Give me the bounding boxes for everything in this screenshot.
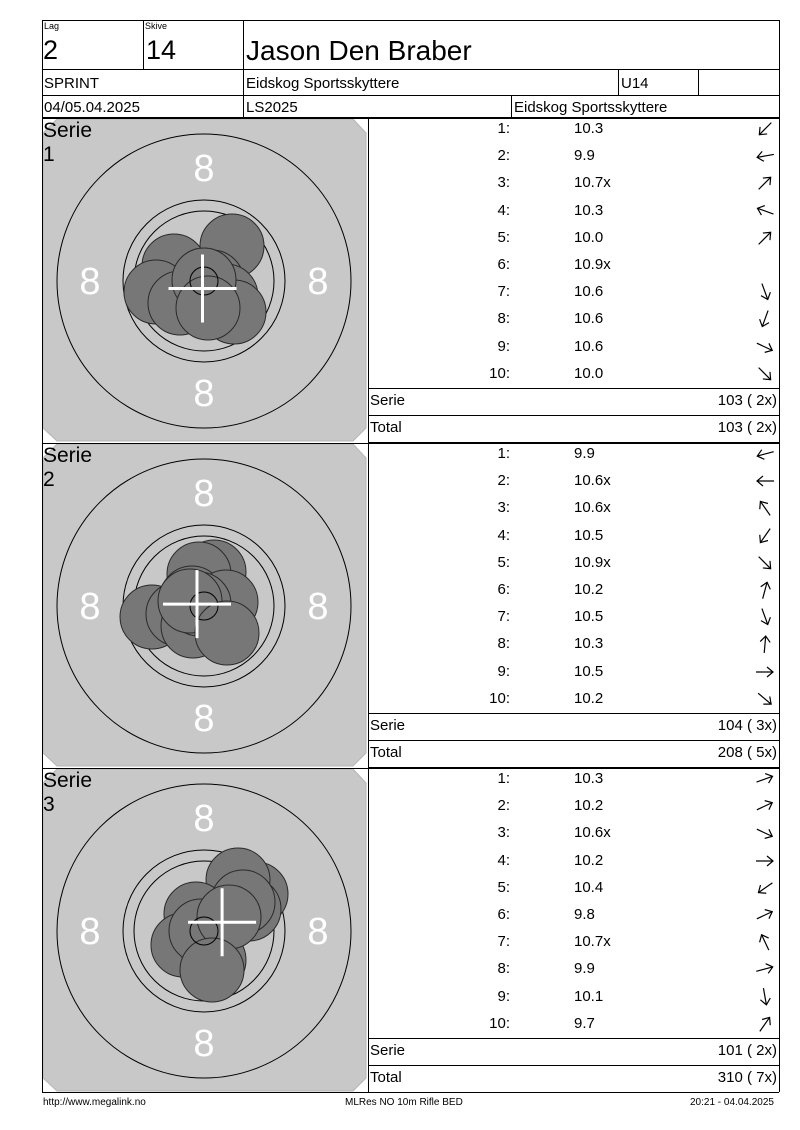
shot-number: 8:: [497, 960, 510, 978]
shot-score: 10.2: [574, 797, 604, 815]
serie-title: Serie 2: [43, 444, 93, 491]
serie-col-divider: [368, 443, 369, 768]
shot-number: 9:: [497, 662, 510, 680]
footer-software: MLRes NO 10m Rifle BED: [345, 1097, 463, 1108]
direction-arrow-icon: [754, 145, 776, 167]
shot-number: 10:: [489, 1014, 510, 1032]
total-label: Total: [370, 419, 402, 436]
shot-number: 3:: [497, 499, 510, 517]
shot-score: 10.6: [574, 283, 604, 301]
serie-col-divider: [368, 118, 369, 443]
shot-number: 4:: [497, 851, 510, 869]
direction-arrow-glyph: [756, 1014, 774, 1034]
club-name-secondary: Eidskog Sportsskyttere: [514, 99, 668, 116]
direction-arrow-glyph: [758, 581, 772, 600]
direction-arrow-icon: [754, 768, 776, 790]
shot-score: 10.1: [574, 987, 604, 1005]
direction-arrow-icon: [754, 443, 776, 465]
shot-score: 10.3: [574, 120, 604, 137]
summary-divider: [368, 1038, 779, 1039]
direction-arrow-glyph: [756, 447, 775, 461]
summary-divider: [368, 740, 779, 741]
header-row-divider: [42, 69, 779, 70]
shot-number: 9:: [497, 987, 510, 1005]
direction-arrow-glyph: [756, 879, 776, 897]
shot-score: 10.3: [574, 770, 604, 787]
direction-arrow-glyph: [759, 987, 772, 1005]
arrow-shaft: [760, 502, 770, 516]
target-ring-number: 8: [307, 911, 329, 953]
direction-arrow-glyph: [755, 798, 775, 814]
shot-number: 10:: [489, 364, 510, 382]
program-code: LS2025: [246, 99, 298, 116]
shot-number: 1:: [497, 120, 510, 137]
direction-arrow-icon: [754, 552, 776, 574]
shot-number: 5:: [497, 228, 510, 246]
direction-arrow-icon: [754, 363, 776, 385]
shot-score: 10.0: [574, 364, 604, 382]
direction-arrow-icon: [754, 200, 776, 222]
arrow-shaft: [758, 693, 771, 704]
direction-arrow-icon: [754, 986, 776, 1008]
direction-arrow-glyph: [756, 856, 773, 866]
direction-arrow-icon: [754, 227, 776, 249]
summary-divider: [368, 415, 779, 416]
club-name: Eidskog Sportsskyttere: [246, 75, 400, 92]
shot-score: 9.9: [574, 445, 595, 462]
direction-arrow-glyph: [759, 636, 770, 654]
serie-sum-value: 104 ( 3x): [717, 717, 777, 734]
shot-number: 4:: [497, 526, 510, 544]
summary-divider: [368, 713, 779, 714]
total-label: Total: [370, 744, 402, 761]
shot-number: 6:: [497, 581, 510, 598]
direction-arrow-glyph: [756, 150, 774, 163]
skive-value: 14: [146, 35, 177, 65]
direction-arrow-glyph: [756, 119, 775, 138]
direction-arrow-icon: [754, 470, 776, 492]
direction-arrow-glyph: [755, 825, 775, 841]
direction-arrow-icon: [754, 281, 776, 303]
direction-arrow-glyph: [755, 229, 774, 248]
shot-score: 10.6x: [574, 472, 611, 490]
shot-score: 10.6: [574, 337, 604, 355]
direction-arrow-icon: [754, 688, 776, 710]
shot-number: 7:: [497, 608, 510, 626]
shot-number: 3:: [497, 824, 510, 842]
class-name: U14: [621, 75, 649, 92]
footer-top-border: [42, 1092, 779, 1093]
arrow-shaft: [758, 883, 772, 893]
target-ring-number: 8: [193, 373, 215, 415]
arrow-shaft: [759, 232, 771, 244]
target-ring-number: 8: [193, 1023, 215, 1065]
direction-arrow-icon: [754, 958, 776, 980]
shot-score: 10.7x: [574, 933, 611, 951]
direction-arrow-icon: [754, 822, 776, 844]
shot-score: 10.5: [574, 608, 604, 626]
shot-number: 5:: [497, 878, 510, 896]
shot-score: 10.6x: [574, 824, 611, 842]
shot-number: 3:: [497, 174, 510, 192]
lag-label: Lag: [44, 21, 60, 31]
total-value: 310 ( 7x): [717, 1069, 777, 1086]
shot-number: 1:: [497, 445, 510, 462]
header-col-divider: [698, 69, 699, 95]
direction-arrow-glyph: [757, 282, 772, 301]
shot-number: 8:: [497, 635, 510, 653]
shot-hole: [180, 938, 244, 1002]
lag-value: 2: [43, 35, 59, 65]
shot-number: 2:: [497, 472, 510, 490]
shot-number: 5:: [497, 553, 510, 571]
arrow-shaft: [759, 556, 771, 568]
serie-col-divider: [368, 768, 369, 1093]
serie-sum-value: 103 ( 2x): [717, 392, 777, 409]
page-right-border: [779, 20, 780, 1092]
direction-arrow-icon: [754, 497, 776, 519]
serie-sum-label: Serie: [370, 717, 406, 734]
direction-arrow-icon: [754, 308, 776, 330]
arrow-shaft: [759, 123, 771, 135]
shot-score: 10.0: [574, 228, 604, 246]
shot-number: 2:: [497, 797, 510, 815]
target-ring-number: 8: [79, 911, 101, 953]
direction-arrow-icon: [754, 336, 776, 358]
direction-arrow-glyph: [757, 933, 773, 953]
direction-arrow-icon: [754, 118, 776, 140]
shot-score: 10.6x: [574, 499, 611, 517]
shot-number: 9:: [497, 337, 510, 355]
direction-arrow-glyph: [757, 476, 774, 486]
target-ring-number: 8: [193, 148, 215, 190]
direction-arrow-icon: [754, 525, 776, 547]
target-ring-number: 8: [193, 798, 215, 840]
total-value: 208 ( 5x): [717, 744, 777, 761]
header-col-divider: [143, 20, 144, 69]
header-row-divider: [42, 95, 779, 96]
direction-arrow-glyph: [756, 203, 775, 218]
shot-score: 10.5: [574, 662, 604, 680]
arrow-shaft: [759, 367, 771, 379]
shot-score: 10.2: [574, 689, 604, 707]
direction-arrow-glyph: [755, 907, 775, 923]
shot-number: 1:: [497, 770, 510, 787]
shot-score: 10.4: [574, 878, 604, 896]
shot-score: 10.9x: [574, 553, 611, 571]
direction-arrow-glyph: [755, 338, 775, 354]
summary-divider: [368, 388, 779, 389]
shot-number: 8:: [497, 310, 510, 328]
total-label: Total: [370, 1069, 402, 1086]
direction-arrow-icon: [754, 850, 776, 872]
direction-arrow-icon: [754, 579, 776, 601]
header-col-divider: [243, 20, 244, 117]
shot-number: 2:: [497, 147, 510, 165]
direction-arrow-icon: [754, 606, 776, 628]
direction-arrow-glyph: [755, 174, 774, 193]
target-card: [43, 769, 367, 1092]
direction-arrow-glyph: [757, 607, 772, 626]
target-card: [43, 444, 367, 767]
shot-number: 6:: [497, 906, 510, 923]
shot-score: 10.9x: [574, 256, 611, 273]
arrow-shaft: [759, 178, 771, 190]
arrow-shaft: [760, 528, 770, 542]
direction-arrow-glyph: [755, 553, 774, 572]
direction-arrow-glyph: [756, 667, 773, 677]
direction-arrow-icon: [754, 931, 776, 953]
direction-arrow-glyph: [756, 525, 774, 545]
serie-sum-label: Serie: [370, 1042, 406, 1059]
target-ring-number: 8: [193, 473, 215, 515]
shot-number: 6:: [497, 256, 510, 273]
direction-arrow-glyph: [755, 772, 774, 787]
summary-divider: [368, 1065, 779, 1066]
shot-score: 9.7: [574, 1014, 595, 1032]
event-name: SPRINT: [44, 75, 100, 92]
shot-score: 10.2: [574, 851, 604, 869]
direction-arrow-glyph: [755, 689, 774, 708]
shot-score: 10.7x: [574, 174, 611, 192]
direction-arrow-icon: [754, 904, 776, 926]
shot-score: 9.9: [574, 147, 595, 165]
shot-hole: [176, 276, 240, 340]
direction-arrow-glyph: [755, 364, 774, 383]
target-ring-number: 8: [79, 261, 101, 303]
total-value: 103 ( 2x): [717, 419, 777, 436]
direction-arrow-icon: [754, 633, 776, 655]
target-ring-number: 8: [307, 586, 329, 628]
shot-number: 4:: [497, 201, 510, 219]
footer-timestamp: 20:21 - 04.04.2025: [690, 1097, 774, 1108]
direction-arrow-glyph: [756, 499, 774, 519]
direction-arrow-glyph: [758, 309, 773, 328]
shot-score: 10.3: [574, 635, 604, 653]
direction-arrow-icon: [754, 172, 776, 194]
target-card: [43, 119, 367, 442]
serie-sum-label: Serie: [370, 392, 406, 409]
skive-label: Skive: [145, 21, 168, 31]
serie-sum-value: 101 ( 2x): [717, 1042, 777, 1059]
target-ring-number: 8: [307, 261, 329, 303]
direction-arrow-icon: [754, 795, 776, 817]
target-ring-number: 8: [79, 586, 101, 628]
shot-score: 9.8: [574, 906, 595, 923]
shot-score: 10.6: [574, 310, 604, 328]
event-date: 04/05.04.2025: [44, 99, 140, 116]
shot-hole: [195, 601, 259, 665]
serie-title: Serie 1: [43, 119, 93, 166]
arrow-shaft: [764, 636, 765, 653]
shot-score: 10.2: [574, 581, 604, 598]
target-ring-number: 8: [193, 698, 215, 740]
shot-number: 7:: [497, 933, 510, 951]
shooter-name: Jason Den Braber: [246, 35, 472, 66]
shot-score: 10.3: [574, 201, 604, 219]
shot-score: 9.9: [574, 960, 595, 978]
arrow-shaft: [760, 1017, 770, 1031]
serie-title: Serie 3: [43, 769, 93, 816]
footer-url: http://www.megalink.no: [43, 1097, 146, 1108]
direction-arrow-glyph: [755, 962, 774, 976]
direction-arrow-icon: [754, 1013, 776, 1035]
direction-arrow-icon: [754, 661, 776, 683]
shot-number: 10:: [489, 689, 510, 707]
header-col-divider: [511, 95, 512, 117]
direction-arrow-icon: [754, 877, 776, 899]
header-col-divider: [618, 69, 619, 95]
shot-number: 7:: [497, 283, 510, 301]
shot-score: 10.5: [574, 526, 604, 544]
